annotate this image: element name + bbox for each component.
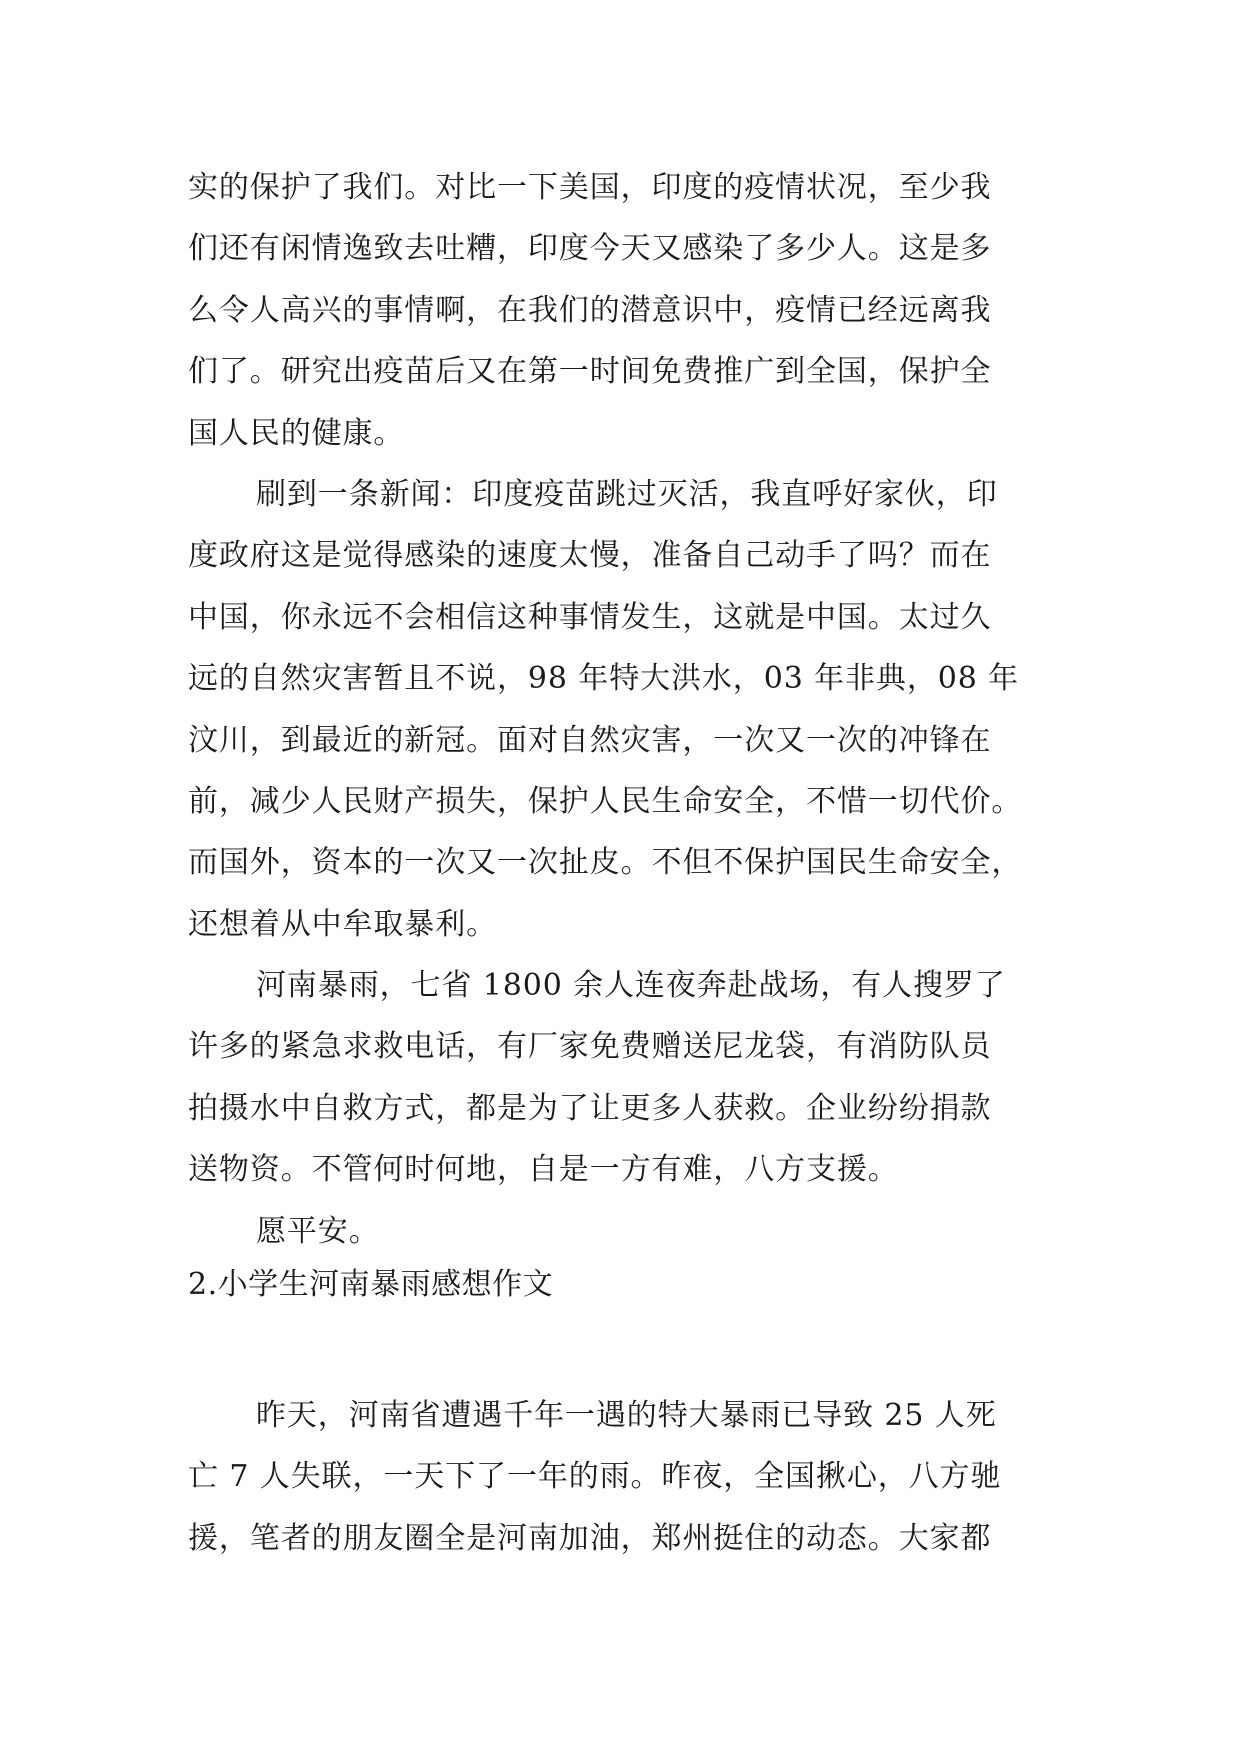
paragraph-first-line: 河南暴雨，七省 1800 余人连夜奔赴战场，有人搜罗了 [256, 968, 1006, 1004]
text-line: 们了。研究出疫苗后又在第一时间免费推广到全国，保护全 [188, 354, 992, 390]
text-line: 汶川，到最近的新冠。面对自然灾害，一次又一次的冲锋在 [188, 722, 992, 758]
text-line: 度政府这是觉得感染的速度太慢，准备自己动手了吗？而在 [188, 538, 992, 574]
text-line: 么令人高兴的事情啊，在我们的潜意识中，疫情已经远离我 [188, 292, 992, 328]
text-line: 远的自然灾害暂且不说，98 年特大洪水，03 年非典，08 年 [188, 661, 1020, 697]
text-line: 而国外，资本的一次又一次扯皮。不但不保护国民生命安全， [188, 845, 1023, 881]
text-line: 送物资。不管何时何地，自是一方有难，八方支援。 [188, 1152, 899, 1188]
section-heading: 2.小学生河南暴雨感想作文 [188, 1267, 554, 1302]
paragraph-first-line: 刷到一条新闻：印度疫苗跳过灭活，我直呼好家伙，印 [256, 476, 998, 512]
text-line: 许多的紧急求救电话，有厂家免费赠送尼龙袋，有消防队员 [188, 1029, 992, 1065]
text-line: 援，笔者的朋友圈全是河南加油，郑州挺住的动态。大家都 [188, 1520, 992, 1556]
text-line: 亡 7 人失联，一天下了一年的雨。昨夜，全国揪心，八方驰 [188, 1459, 1002, 1495]
essay-section-2 [188, 1385, 1058, 1569]
paragraph-first-line: 愿平安。 [256, 1213, 380, 1249]
text-line: 们还有闲情逸致去吐糟，印度今天又感染了多少人。这是多 [188, 231, 992, 267]
text-line: 前，减少人民财产损失，保护人民生命安全，不惜一切代价。 [188, 783, 1023, 819]
text-line: 实的保护了我们。对比一下美国，印度的疫情状况，至少我 [188, 170, 992, 205]
text-line: 国人民的健康。 [188, 415, 405, 451]
text-line: 拍摄水中自救方式，都是为了让更多人获救。企业纷纷捐款 [188, 1090, 992, 1126]
paragraph-first-line: 昨天，河南省遭遇千年一遇的特大暴雨已导致 25 人死 [256, 1398, 997, 1433]
text-line: 还想着从中牟取暴利。 [188, 906, 497, 942]
text-line: 中国，你永远不会相信这种事情发生，这就是中国。太过久 [188, 599, 992, 635]
essay-section-1 [188, 157, 1058, 1262]
